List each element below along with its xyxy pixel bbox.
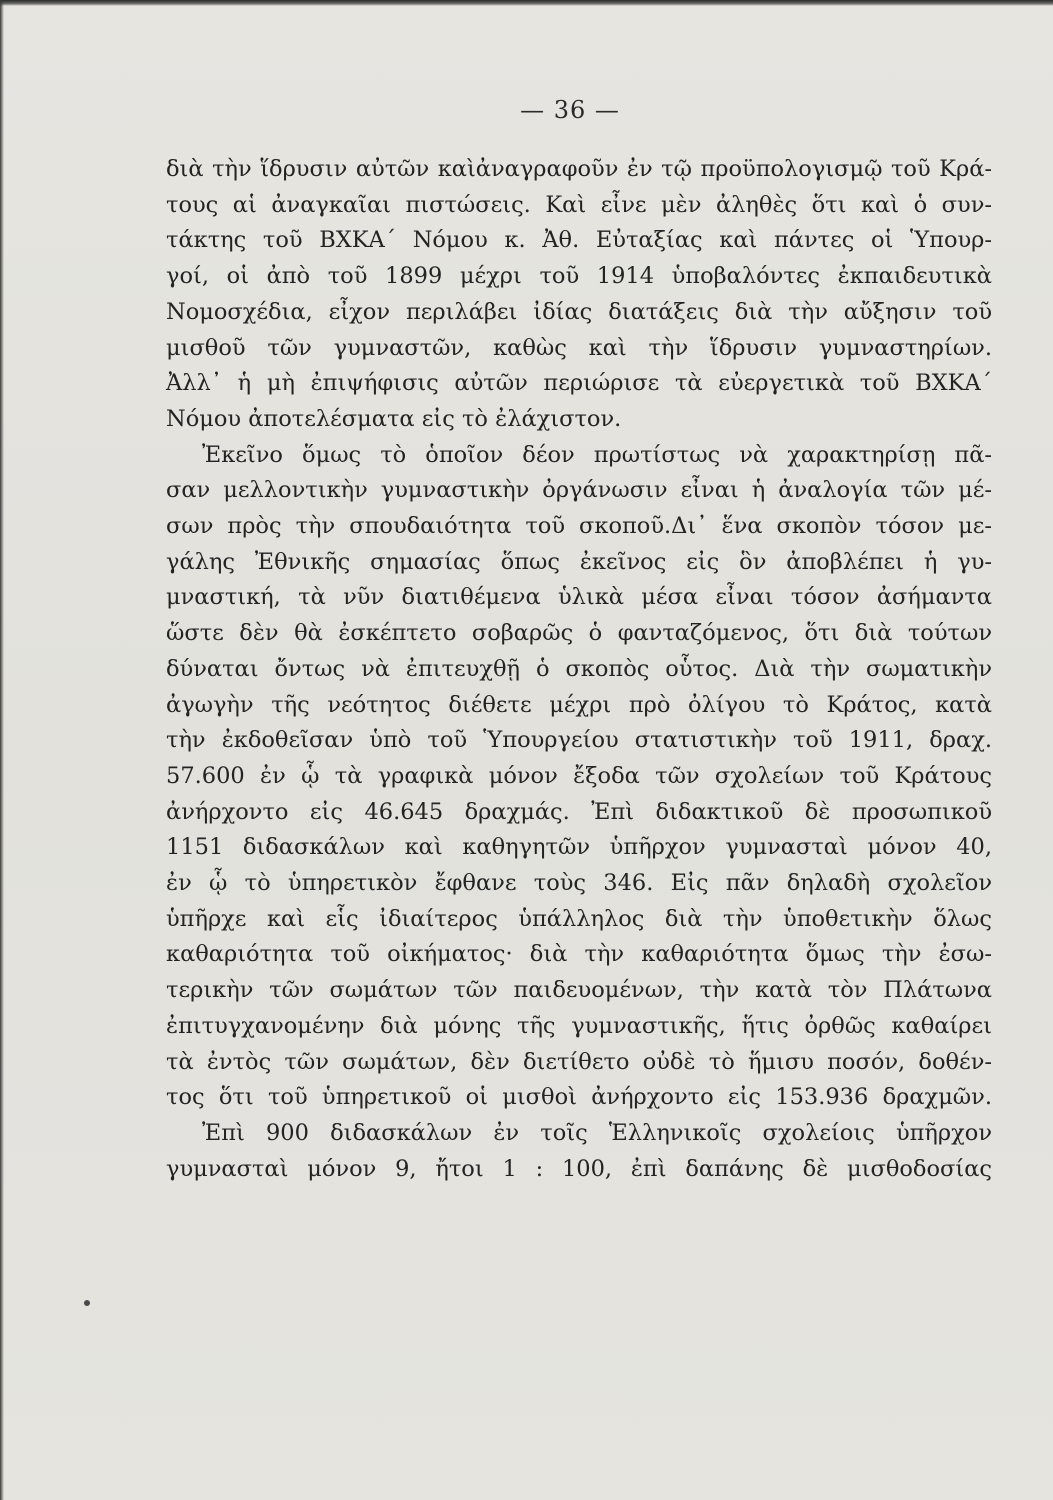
text-line: ἐπιτυγχανομένην διὰ μόνης τῆς γυμναστικῆς, ἥτις ὀρθῶς καθαίρει: [166, 1012, 992, 1039]
text-line: δύναται ὄντως νὰ ἐπιτευχθῇ ὁ σκοπὸς οὗτος. Διὰ τὴν σωματικὴν: [166, 655, 992, 682]
text-line: Ἐπὶ 900 διδασκάλων ἐν τοῖς Ἑλληνικοῖς σχολείοις ὑπῆρχον: [202, 1119, 992, 1146]
text-line: γοί, οἱ ἀπὸ τοῦ 1899 μέχρι τοῦ 1914 ὑποβαλόντες ἐκπαιδευτικὰ: [166, 263, 992, 290]
page-number: — 36 —: [520, 96, 620, 124]
text-line: γυμνασταὶ μόνον 9, ἤτοι 1 : 100, ἐπὶ δαπάνης δὲ μισθοδοσίας: [166, 1155, 992, 1182]
text-line: μναστική, τὰ νῦν διατιθέμενα ὑλικὰ μέσα εἶναι τόσον ἀσήμαντα: [166, 584, 992, 611]
text-line: Νομοσχέδια, εἶχον περιλάβει ἰδίας διατάξεις διὰ τὴν αὔξησιν τοῦ: [166, 298, 992, 325]
text-line: καθαριότητα τοῦ οἰκήματος· διὰ τὴν καθαριότητα ὅμως τὴν ἐσω-: [166, 941, 992, 968]
text-line: τάκτης τοῦ ΒΧΚΑ΄ Νόμου κ. Ἀθ. Εὐταξίας καὶ πάντες οἱ Ὑπουρ-: [166, 227, 992, 254]
text-line: Νόμου ἀποτελέσματα εἰς τὸ ἐλάχιστον.: [166, 405, 622, 432]
text-line: τος ὅτι τοῦ ὑπηρετικοῦ οἱ μισθοὶ ἀνήρχοντο εἰς 153.936 δραχμῶν.: [166, 1084, 992, 1111]
text-line: ἀγωγὴν τῆς νεότητος διέθετε μέχρι πρὸ ὀλίγου τὸ Κράτος, κατὰ: [166, 691, 992, 718]
text-line: σων πρὸς τὴν σπουδαιότητα τοῦ σκοποῦ.Δι᾽ ἕνα σκοπὸν τόσον με-: [166, 513, 992, 540]
text-line: ἀνήρχοντο εἰς 46.645 δραχμάς. Ἐπὶ διδακτικοῦ δὲ προσωπικοῦ: [166, 798, 992, 825]
scan-edge-top: [0, 0, 1053, 6]
text-line: Ἀλλ᾽ ἡ μὴ ἐπιψήφισις αὐτῶν περιώρισε τὰ εὐεργετικὰ τοῦ ΒΧΚΑ΄: [166, 370, 992, 397]
text-line: ὥστε δὲν θὰ ἐσκέπτετο σοβαρῶς ὁ φανταζόμενος, ὅτι διὰ τούτων: [166, 620, 992, 647]
text-line: ἐν ᾧ τὸ ὑπηρετικὸν ἔφθανε τοὺς 346. Εἰς πᾶν δηλαδὴ σχολεῖον: [166, 870, 992, 897]
text-line: 57.600 ἐν ᾧ τὰ γραφικὰ μόνον ἔξοδα τῶν σχολείων τοῦ Κράτους: [166, 762, 992, 789]
text-line: τὴν ἐκδοθεῖσαν ὑπὸ τοῦ Ὑπουργείου στατιστικὴν τοῦ 1911, δραχ.: [166, 727, 992, 754]
text-line: μισθοῦ τῶν γυμναστῶν, καθὼς καὶ τὴν ἵδρυσιν γυμναστηρίων.: [166, 334, 992, 361]
body-text: [166, 152, 992, 1187]
text-line: ὑπῆρχε καὶ εἷς ἰδιαίτερος ὑπάλληλος διὰ τὴν ὑποθετικὴν ὅλως: [166, 905, 992, 932]
text-line: τους αἱ ἀναγκαῖαι πιστώσεις. Καὶ εἶνε μὲν ἀληθὲς ὅτι καὶ ὁ συν-: [166, 191, 992, 218]
text-line: 1151 διδασκάλων καὶ καθηγητῶν ὑπῆρχον γυμνασταὶ μόνον 40,: [166, 834, 992, 861]
ink-speck: [84, 1300, 90, 1306]
text-line: Ἐκεῖνο ὅμως τὸ ὁποῖον δέον πρωτίστως νὰ χαρακτηρίσῃ πᾶ-: [202, 441, 992, 468]
text-line: γάλης Ἐθνικῆς σημασίας ὅπως ἐκεῖνος εἰς ὃν ἀποβλέπει ἡ γυ-: [166, 548, 992, 575]
text-line: τερικὴν τῶν σωμάτων τῶν παιδευομένων, τὴν κατὰ τὸν Πλάτωνα: [166, 977, 992, 1004]
text-line: τὰ ἐντὸς τῶν σωμάτων, δὲν διετίθετο οὐδὲ τὸ ἥμισυ ποσόν, δοθέν-: [166, 1048, 992, 1075]
text-line: σαν μελλοντικὴν γυμναστικὴν ὀργάνωσιν εἶναι ἡ ἀναλογία τῶν μέ-: [166, 477, 992, 504]
scan-edge-left: [0, 0, 4, 1500]
text-line: διὰ τὴν ἵδρυσιν αὐτῶν καὶἀναγραφοῦν ἐν τῷ προϋπολογισμῷ τοῦ Κρά-: [166, 156, 992, 182]
